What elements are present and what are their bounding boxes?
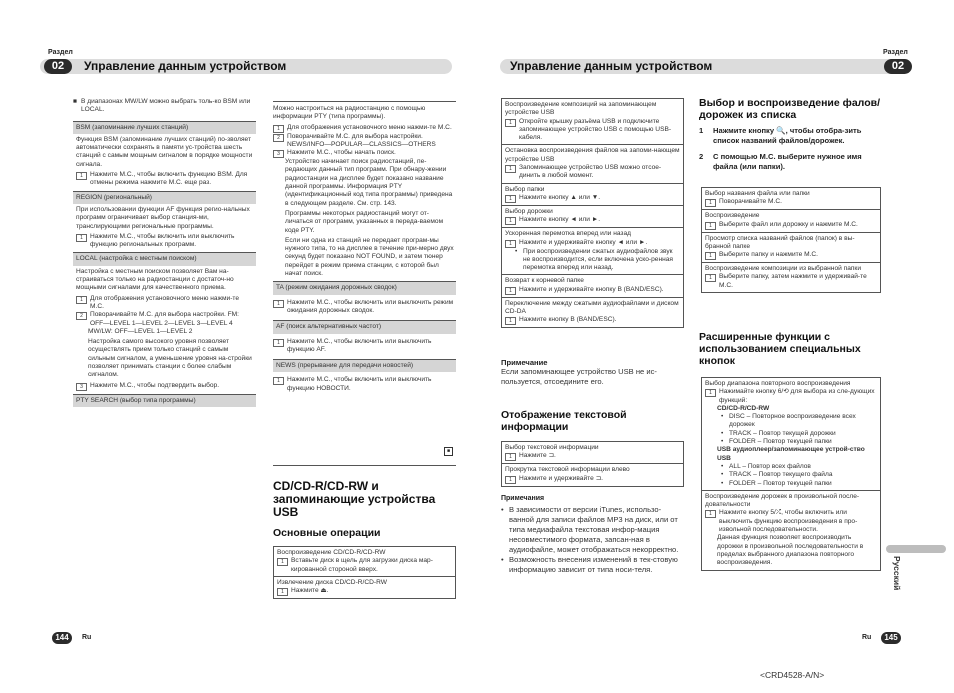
usb-play-step: Откройте крышку разъёма USB и подключите запоминающее устройство USB с помощью USB-кабеля. (519, 117, 672, 142)
pty-intro: Можно настроиться на радиостанцию с помощью информации PTY (типа программы). (273, 105, 426, 121)
local-step-1: Для отображения установочного меню нажми-те M.C. (90, 294, 240, 310)
list-step-2: С помощью M.C. выберите нужное имя файла (или папки). (713, 152, 862, 171)
ta-step: Нажмите M.C., чтобы включить или выключить режим ожидания дорожных сводок. (287, 298, 454, 314)
column-1: ■ В диапазонах MW/LW можно выбрать толь-ко BSM или LOCAL. BSM (запоминание лучших станций) Функция BSM (запоминание лучших станций) по-зволяет автоматически сохранять в памяти ус-тройства шесть станций с самым мощным сигналом в порядке мощности сигнала. 1 Нажмите M.C., чтобы включить функцию BSM. Для отмены режима нажмите M.C. еще раз. REGION (региональный) При использовании функции AF функция регио-нальных программ ограничивает выбор станция-ми, транслирующими региональные программы. 1 Нажмите M.C., чтобы включить или выключить функцию региональных программ. LOCAL (настройка с местным поиском) Настройка с местным поиском позволяет Вам на-страиваться только на радиостанции с достаточ-но мощными сигналами для качественного приема. 1 Для отображения установочного меню нажми-те M.C. 2 Поворачивайте M.C. для выбора настройки. FM: OFF—LEVEL 1—LEVEL 2—LEVEL 3—LEVEL 4 MW/LW: OFF—LEVEL 1—LEVEL 2 Настройка самого высокого уровня позволяет осуществлять прием только станций с самым сильным сигналом, а уменьшение уровня на-стройки позволяет принимать станции с более слабым сигналом. 3 Нажмите M.C., чтобы подтвердить выбор. PTY SEARCH (выбор типа программы) (73, 98, 256, 409)
switch-step: Нажмите кнопку B (BAND/ESC). (519, 316, 617, 324)
region-text: При использовании функции AF функция регио-нальных программ ограничивает выбор станция-ми, транслирующими региональные программы. (76, 205, 250, 230)
local-step-3: Нажмите M.C., чтобы подтвердить выбор. (90, 381, 220, 389)
column-3: Воспроизведение композиций на запоминающем устройстве USB 1 Откройте крышку разъёма USB и подключите запоминающее устройство USB с помощью USB-кабеля. Остановка воспроизведения файлов на запоми-нающем устройстве USB 1 Запоминающее устройство USB можно отсое-динить в любой момент. Выбор папки 1 Нажмите кнопку ▲ или ▼. Выбор дорожки 1 Нажмите кнопку ◄ или ►. Ускоренная перемотка вперед или назад 1 Нажмите и удерживайте кнопку ◄ или ►. • При воспроизведении сжатых аудиофайлов звук не воспроизводится, если включена уско-ренная перемотка вперед или назад. Возврат к корневой папке 1 Нажмите и удерживайте кнопку B (BAND/ESC). Переключение между сжатыми аудиофайлами и диском CD-DA 1 Нажмите кнопку B (BAND/ESC). (501, 98, 684, 328)
basic-ops-table: Воспроизведение CD/CD-R/CD-RW 1 Вставьте диск в щель для загрузки диска мар-кированной стороной вверх. Извлечение диска CD/CD-R/CD-RW 1 Нажмите ⏏. (273, 546, 456, 599)
sel-name-title: Выбор названия файла или папки (705, 190, 810, 197)
advanced-heading: Расширенные функции с использованием специальных кнопок (699, 331, 861, 367)
track-select-title: Выбор дорожки (505, 207, 553, 215)
pty-header: PTY SEARCH (выбор типа программы) (73, 394, 256, 407)
repeat-step: Нажимайте кнопку 6/⟲ для выбора из сле-дующих функций: (719, 388, 875, 404)
shuffle-text: Данная функция позволяет воспроизводить дорожки в произвольной последовательности в пределах выбранного диапазона повторного воспроизведения. (717, 534, 864, 567)
switch-title: Переключение между сжатыми аудиофайлами и диском CD-DA (505, 299, 679, 316)
text-scroll-step: Нажмите и удерживайте ⊐. (519, 474, 603, 482)
intro-text: В диапазонах MW/LW можно выбрать толь-ко BSM или LOCAL. (81, 98, 251, 114)
list-heading: Выбор и воспроизведение фалов/дорожек из списка (699, 97, 880, 121)
local-step-2c: Настройка самого высокого уровня позволяет осуществлять прием только станций с самым сильным сигналом, а уменьшение уровня на-стройки позволяет принимать станции с более слабым сигналом. (88, 338, 252, 379)
column-2: Можно настроиться на радиостанцию с помощью информации PTY (типа программы). 1 Для отображения установочного меню нажми-те M.C. 2 Поворачивайте M.C. для выбора настройки. NEWS/INFO—POPULAR—CLASSICS—OTHERS 3 Нажмите M.C., чтобы начать поиск. Устройство начинает поиск радиостанций, пе-редающих данный тип программ. При обнару-жении радиостанции на дисплее будет показано название данной программы. Информация PTY (идентификационный код типа программы) приведена в следующем разделе. См. стр. 143. Программы некоторых радиостанций могут от-личаться от программ, указанных в переда-ваемом коде PTY. Если ни одна из станций не передает програм-мы нужного типа, то на дисплее в течение при-мерно двух секунд будет показано NOT FOUND, и затем тюнер перейдет в режим приема станции, с которой был начат поиск. TA (режим ожидания дорожных сводок) 1 Нажмите M.C., чтобы включить или выключить режим ожидания дорожных сводок. AF (поиск альтернативных частот) 1 Нажмите M.C., чтобы включить или выключить функцию AF. NEWS (прерывание для передачи новостей) 1 Нажмите M.C., чтобы включить или выключить функцию НОВОСТИ. (273, 98, 456, 395)
ff-title: Ускоренная перемотка вперед или назад (505, 230, 631, 238)
repeat-usb-item: ALL – Повтор всех файлов (729, 462, 811, 470)
ff-step: Нажмите и удерживайте кнопку ◄ или ►. (519, 238, 648, 246)
section-label-right: Раздел (883, 49, 908, 56)
pty-step-3: Нажмите M.C., чтобы начать поиск. (287, 149, 396, 157)
bsm-step: Нажмите M.C., чтобы включить функцию BSM. Для отмены режима нажмите M.C. еще раз. (90, 171, 248, 187)
page-number-right: 145 (881, 632, 901, 644)
view-list-title: Просмотр списка названий файлов (папок) в вы-бранной папке (705, 234, 855, 250)
end-mark-icon: ■ (444, 447, 453, 456)
local-text: Настройка с местным поиском позволяет Вам на-страиваться только на радиостанции с достаточ-но мощными сигналами для качественного приема. (76, 267, 234, 292)
region-header: REGION (региональный) (73, 191, 256, 204)
shuffle-title: Воспроизведение дорожек в произвольной после-довательности (705, 492, 860, 509)
play-folder-step: Выберите папку, затем нажмите и удерживай-те M.C. (719, 273, 867, 289)
list-table: Выбор названия файла или папки 1 Поворачивайте M.C. Воспроизведение 1 Выберите файл или дорожку и нажмите M.C. Просмотр списка названий файлов (папок) в вы-бранной папке 1 Выберите папку и нажмите M.C. Воспроизведение композиции из выбранной папки 1 Выберите папку, затем нажмите и удерживай-те M.C. (701, 187, 881, 293)
language-label: Русский (892, 556, 902, 591)
folder-select-title: Выбор папки (505, 185, 545, 193)
pty-step-1: Для отображения установочного меню нажми-те M.C. (287, 123, 452, 131)
pty-step-2: Поворачивайте M.C. для выбора настройки. NEWS/INFO—POPULAR—CLASSICS—OTHERS (287, 132, 436, 148)
pty-step-3d: Если ни одна из станций не передает програм-мы нужного типа, то на дисплее в течение при-мерно двух секунд будет показано NOT FOUND, и затем тюнер перейдет в режим приема станции, с которой был начат поиск. (285, 236, 454, 278)
section-label-left: Раздел (48, 49, 73, 56)
section-number-right: 02 (884, 59, 912, 74)
region-step: Нажмите M.C., чтобы включить или выключить функцию региональных программ. (90, 232, 235, 249)
sel-name-step: Поворачивайте M.C. (719, 198, 782, 206)
text-info-table: Выбор текстовой информации 1 Нажмите ⊐. Прокрутка текстовой информации влево 1 Нажмите и удерживайте ⊐. (501, 441, 684, 487)
folder-select-step: Нажмите кнопку ▲ или ▼. (519, 193, 601, 201)
track-select-step: Нажмите кнопку ◄ или ►. (519, 216, 601, 224)
af-step: Нажмите M.C., чтобы включить или выключить функцию AF. (287, 337, 432, 353)
playback-step: Выберите файл или дорожку и нажмите M.C. (719, 220, 858, 228)
view-list-step: Выберите папку и нажмите M.C. (719, 251, 819, 259)
basic-ops-heading: Основные операции (273, 527, 381, 539)
eject-cd-step: Нажмите ⏏. (291, 587, 329, 595)
list-steps: 1 Нажмите кнопку 🔍, чтобы отобра-зить список названий файлов/дорожек. 2 С помощью M.C. выберите нужное имя файла (или папки). (699, 126, 884, 172)
repeat-usb-item: TRACK – Повтор текущего файла (729, 471, 833, 479)
repeat-title: Выбор диапазона повторного воспроизведения (705, 380, 851, 387)
news-step: Нажмите M.C., чтобы включить или выключить функцию НОВОСТИ. (287, 376, 432, 392)
pty-step-3c: Программы некоторых радиостанций могут от-личаться от программ, указанных в переда-ваемом коде PTY. (285, 209, 444, 234)
lang-code-left: Ru (82, 634, 92, 641)
usb-note (501, 358, 684, 387)
page-number-left: 144 (52, 632, 72, 644)
root-title: Возврат к корневой папке (505, 277, 584, 285)
local-header: LOCAL (настройка с местным поиском) (73, 252, 256, 265)
play-cd-title: Воспроизведение CD/CD-R/CD-RW (277, 549, 386, 556)
repeat-cd-item: TRACK – Повтор текущей дорожки (729, 429, 836, 437)
bullet-icon: ■ (73, 98, 77, 105)
text-select-step: Нажмите ⊐. (519, 452, 556, 460)
local-step-2: Поворачивайте M.C. для выбора настройки. FM: OFF—LEVEL 1—LEVEL 2—LEVEL 3—LEVEL 4 (90, 311, 239, 327)
eject-cd-title: Извлечение диска CD/CD-R/CD-RW (277, 578, 387, 586)
usb-play-title: Воспроизведение композиций на запоминающем устройстве USB (505, 101, 657, 117)
lang-code-right: Ru (862, 634, 872, 641)
play-folder-title: Воспроизведение композиции из выбранной папки (705, 265, 861, 273)
notes-item-2: Возможность внесения изменений в тек-стовую информацию зависит от типа носи-теля. (509, 555, 678, 574)
root-step: Нажмите и удерживайте кнопку B (BAND/ESC). (519, 285, 664, 293)
text-notes: Примечания • В зависимости от версии iTunes, использо-ванной для записи файлов MP3 на диск, или от типа медиафайла текстовая инфор-мация несовместимого формата, запсан-ная в аудиофайле, может отображаться некорректно. • Возможность внесения изменений в тек-стовую информацию зависит от типа носи-теля. (501, 495, 684, 575)
document-code: <CRD4528-A/N> (760, 670, 825, 680)
note-text: Если запоминающее устройство USB не ис-пользуется, отсоедините его. (501, 367, 657, 386)
pty-step-3b: Устройство начинает поиск радиостанций, пе-редающих данный тип программ. При обнару-жении радиостанции на дисплее будет показано название данной программы. Информация PTY (идентификационный код типа программы) приведена в следующем разделе. См. стр. 143. (285, 158, 453, 207)
af-header: AF (поиск альтернативных частот) (273, 320, 456, 333)
repeat-cd-item: FOLDER – Повтор текущей папки (729, 438, 832, 446)
repeat-usb-label: USB аудиоплеер/запоминающее устрой-ство USB (717, 446, 865, 462)
repeat-usb-item: FOLDER – Повтор текущей папки (729, 479, 832, 487)
usb-stop-title: Остановка воспроизведения файлов на запоми-нающем устройстве USB (505, 147, 680, 163)
ff-bullet: При воспроизведении сжатых аудиофайлов звук не воспроизводится, если включена уско-ренная перемотка вперед или назад. (523, 247, 673, 272)
page-title-right: Управление данным устройством (510, 59, 713, 73)
bsm-header: BSM (запоминание лучших станций) (73, 121, 256, 134)
bsm-text: Функция BSM (запоминание лучших станций) по-зволяет автоматически сохранять в памяти ус-тройства шесть станций с самым мощным сигналом в порядке мощности сигнала. (76, 135, 253, 168)
text-info-heading: Отображение текстовой информации (501, 409, 627, 433)
playback-title: Воспроизведение (705, 212, 760, 220)
repeat-cd-label: CD/CD-R/CD-RW (717, 404, 770, 412)
local-step-2b: MW/LW: OFF—LEVEL 1—LEVEL 2 (88, 327, 193, 335)
repeat-cd-item: DISC – Повторное воспроизведение всех дорожек (729, 413, 856, 429)
notes-item-1: В зависимости от версии iTunes, использо-ванной для записи файлов MP3 на диск, или от типа медиафайла текстовая инфор-мация несовместимого формата, запсан-ная в аудиофайле, может отображаться некорректно. (509, 505, 679, 554)
advanced-table: Выбор диапазона повторного воспроизведения 1 Нажимайте кнопку 6/⟲ для выбора из сле-дующих функций: CD/CD-R/CD-RW • DISC – Повторное воспроизведение всех дорожек • TRACK – Повтор текущей дорожки • FOLDER – Повтор текущей папки USB аудиоплеер/запоминающее устрой-ство USB • ALL – Повтор всех файлов • TRACK – Повтор текущего файла • FOLDER – Повтор текущей папки Воспроизведение дорожек в произвольной после-довательности 1 Нажмите кнопку 5/⤮, чтобы включить или выключить функцию воспроизведения в про-извольной последовательности. Данная функция позволяет воспроизводить дорожки в произвольной последовательности в пределах выбранного диапазона повторного воспроизведения. (701, 377, 881, 571)
note-title: Примечание (501, 358, 548, 367)
language-tab-bar (886, 545, 946, 553)
page-title-left: Управление данным устройством (84, 59, 287, 73)
section-number-left: 02 (44, 59, 72, 74)
usb-stop-step: Запоминающее устройство USB можно отсое-динить в любой момент. (519, 164, 662, 180)
play-cd-step: Вставьте диск в щель для загрузки диска мар-кированной стороной вверх. (291, 557, 433, 573)
shuffle-step: Нажмите кнопку 5/⤮, чтобы включить или выключить функцию воспроизведения в про-извольной последовательности. (719, 509, 858, 534)
cd-usb-heading: CD/CD-R/CD-RW и запоминающие устройства USB (273, 479, 436, 519)
list-step-1: Нажмите кнопку 🔍, чтобы отобра-зить список названий файлов/дорожек. (713, 126, 862, 145)
text-select-title: Выбор текстовой информации (505, 444, 599, 451)
notes-title: Примечания (501, 495, 545, 502)
language-tab (892, 556, 906, 606)
news-header: NEWS (прерывание для передачи новостей) (273, 359, 456, 372)
ta-header: TA (режим ожидания дорожных сводок) (273, 281, 456, 294)
text-scroll-title: Прокрутка текстовой информации влево (505, 466, 630, 474)
